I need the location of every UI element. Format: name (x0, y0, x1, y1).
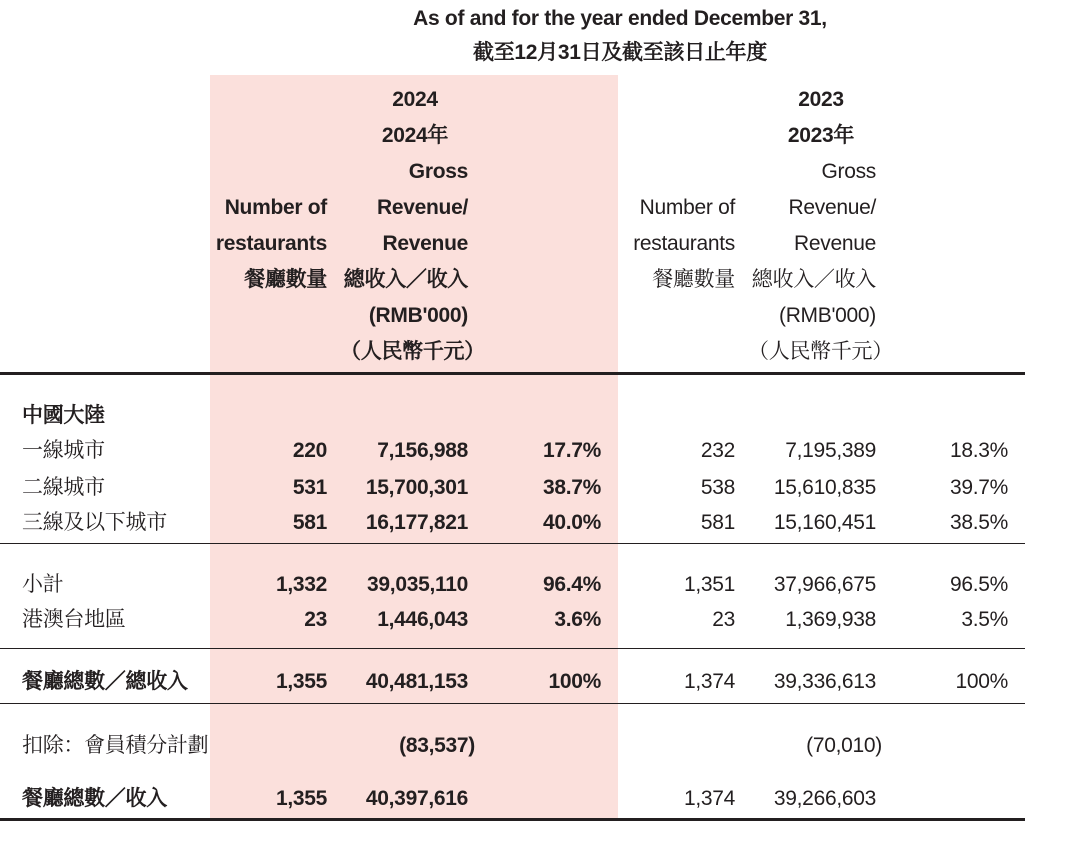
revenue-header-2024-l3: Revenue (382, 232, 468, 255)
restaurants-2023: 1,351 (683, 573, 735, 596)
revenue-2024: 40,397,616 (365, 787, 468, 810)
revenue-header-2023-l4: 總收入／收入 (751, 268, 876, 291)
row-label: 三線及以下城市 (22, 511, 167, 534)
revenue-header-2024-l6: （人民幣千元） (340, 340, 485, 363)
restaurants-header-2023-l3: 餐廳數量 (652, 268, 735, 291)
row-label: 二線城市 (22, 476, 105, 499)
restaurants-2024: 1,332 (275, 573, 327, 596)
revenue-2024: (83,537) (399, 734, 475, 757)
period-heading-en: As of and for the year ended December 31, (413, 7, 827, 30)
revenue-2024: 40,481,153 (365, 670, 468, 693)
period-heading-zh: 截至12月31日及截至該日止年度 (473, 41, 767, 64)
year-2024-zh: 2024年 (381, 124, 449, 147)
revenue-2024: 7,156,988 (377, 439, 468, 462)
revenue-2023: 39,336,613 (773, 670, 876, 693)
row-label: 餐廳總數／總收入 (22, 670, 188, 693)
share-2023: 39.7% (949, 476, 1008, 499)
revenue-2024: 16,177,821 (365, 511, 468, 534)
restaurants-2023: 538 (700, 476, 735, 499)
share-2023: 100% (955, 670, 1008, 693)
restaurants-2024: 1,355 (275, 670, 327, 693)
restaurants-2024: 220 (292, 439, 327, 462)
revenue-2024: 1,446,043 (377, 608, 468, 631)
revenue-2023: 15,160,451 (773, 511, 876, 534)
row-label: 一線城市 (22, 439, 105, 462)
revenue-header-2023-l6: （人民幣千元） (748, 340, 893, 363)
restaurants-header-2024-l2: restaurants (215, 232, 327, 255)
revenue-header-2024-l4: 總收入／收入 (343, 268, 468, 291)
restaurants-header-2023-l2: restaurants (633, 232, 735, 255)
year-2024: 2024 (392, 88, 438, 111)
share-2024: 40.0% (542, 511, 601, 534)
section-title-mainland: 中國大陸 (22, 404, 105, 427)
section-rule-1 (0, 543, 1025, 544)
section-rule-2 (0, 648, 1025, 649)
revenue-header-2024-l5: (RMB'000) (368, 304, 468, 327)
revenue-2023: 39,266,603 (773, 787, 876, 810)
row-label: 餐廳總數／收入 (22, 787, 167, 810)
revenue-2023: 1,369,938 (785, 608, 876, 631)
bottom-rule (0, 818, 1025, 821)
restaurants-2023: 232 (700, 439, 735, 462)
share-2024: 100% (548, 670, 601, 693)
share-2023: 38.5% (949, 511, 1008, 534)
revenue-2023: 15,610,835 (773, 476, 876, 499)
share-2024: 38.7% (542, 476, 601, 499)
restaurants-2023: 1,374 (683, 787, 735, 810)
restaurants-header-2023-l1: Number of (639, 196, 735, 219)
header-rule (0, 372, 1025, 375)
row-label: 扣除：會員積分計劃 (22, 734, 209, 757)
year-2023-zh: 2023年 (787, 124, 855, 147)
revenue-2024: 39,035,110 (367, 573, 468, 596)
revenue-2023: 7,195,389 (785, 439, 876, 462)
revenue-header-2024-l2: Revenue/ (377, 196, 468, 219)
year-2023: 2023 (798, 88, 844, 111)
restaurants-2024: 581 (292, 511, 327, 534)
restaurants-header-2024-l1: Number of (224, 196, 327, 219)
restaurants-2023: 23 (712, 608, 735, 631)
section-rule-3 (0, 703, 1025, 704)
revenue-header-2023-l3: Revenue (794, 232, 876, 255)
revenue-header-2024-l1: Gross (408, 160, 468, 183)
restaurants-2024: 1,355 (275, 787, 327, 810)
restaurants-2023: 1,374 (683, 670, 735, 693)
restaurants-2024: 531 (292, 476, 327, 499)
restaurants-header-2024-l3: 餐廳數量 (244, 268, 327, 291)
restaurants-2024: 23 (304, 608, 327, 631)
revenue-2023: (70,010) (806, 734, 882, 757)
revenue-2023: 37,966,675 (773, 573, 876, 596)
share-2024: 17.7% (542, 439, 601, 462)
revenue-header-2023-l2: Revenue/ (788, 196, 876, 219)
share-2023: 18.3% (949, 439, 1008, 462)
row-label: 小計 (22, 573, 64, 596)
share-2024: 3.6% (554, 608, 601, 631)
row-label: 港澳台地區 (22, 608, 126, 631)
revenue-header-2023-l1: Gross (821, 160, 876, 183)
share-2024: 96.4% (542, 573, 601, 596)
share-2023: 3.5% (961, 608, 1008, 631)
share-2023: 96.5% (949, 573, 1008, 596)
revenue-2024: 15,700,301 (365, 476, 468, 499)
restaurants-2023: 581 (700, 511, 735, 534)
revenue-header-2023-l5: (RMB'000) (779, 304, 876, 327)
